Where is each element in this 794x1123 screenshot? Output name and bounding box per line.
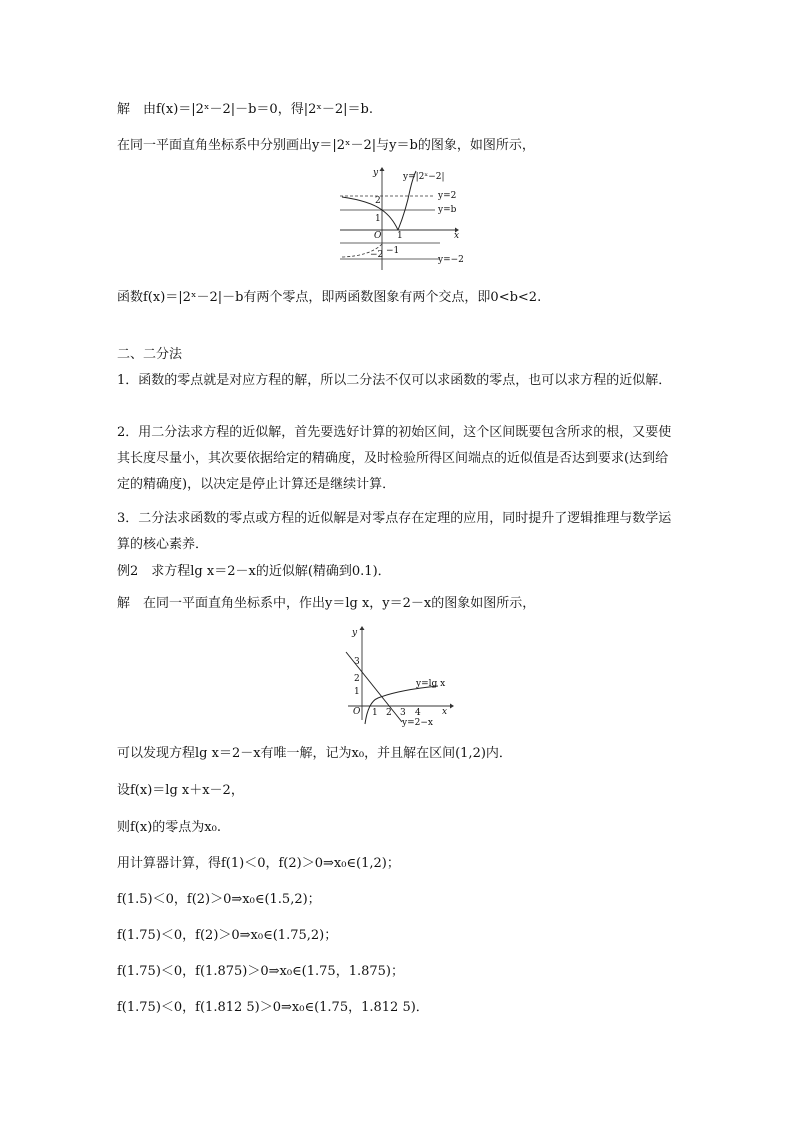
label-lg: y=lg x — [416, 679, 446, 689]
example-2: 例2 求方程lg x＝2－x的近似解(精确到0.1)． — [117, 564, 391, 579]
point-3: 3．二分法求函数的零点或方程的近似解是对零点存在定理的应用，同时提升了逻辑推理与数学运算的核心素养． — [117, 511, 672, 552]
point-1: 1．函数的零点就是对应方程的解，所以二分法不仅可以求函数的零点，也可以求方程的近似解． — [117, 373, 672, 388]
tick-2: 2 — [375, 196, 381, 206]
unique-solution-line: 可以发现方程lg x＝2－x有唯一解，记为x₀，并且解在区间(1,2)内． — [117, 746, 512, 761]
curve-label: y=|2ˣ−2| — [403, 172, 445, 182]
y-axis-arrow — [380, 167, 385, 171]
calc-step-5: f(1.75)＜0，f(1.812 5)＞0⇒x₀∈(1.75，1.812 5)． — [117, 1000, 429, 1015]
axis-y-label: y — [352, 628, 358, 638]
axis-y-label: y — [373, 168, 379, 178]
solution-line-2: 在同一平面直角坐标系中分别画出y＝|2ˣ－2|与y＝b的图象，如图所示， — [117, 138, 535, 153]
origin-label: O — [353, 707, 361, 717]
tick-y2: 2 — [354, 674, 360, 684]
x-axis-arrow — [450, 704, 454, 709]
tick-x3: 3 — [400, 708, 406, 718]
calc-step-2: f(1.5)＜0，f(2)＞0⇒x₀∈(1.5,2)； — [117, 892, 321, 907]
tick-x1: 1 — [397, 231, 403, 241]
point-2: 2．用二分法求方程的近似解，首先要选好计算的初始区间，这个区间既要包含所求的根，又要使其长度尽量小，其次要依据给定的精确度，及时检验所得区间端点的近似值是否达到要求(达到给定的精确度)，以决定是停止计算还是继续计算． — [117, 425, 672, 492]
tick-x2: 2 — [386, 708, 392, 718]
tick-x1: 1 — [372, 708, 378, 718]
calc-step-1: 用计算器计算，得f(1)＜0，f(2)＞0⇒x₀∈(1,2)； — [117, 856, 400, 871]
curve-abs-exp — [342, 197, 398, 230]
solution-2: 解 在同一平面直角坐标系中，作出y＝lg x，y＝2－x的图象如图所示， — [117, 596, 536, 611]
y-axis-arrow — [360, 626, 365, 630]
axis-x-label: x — [442, 707, 448, 717]
tick-1: 1 — [375, 214, 381, 224]
zero-condition-line: 函数f(x)＝|2ˣ－2|－b有两个零点，即两函数图象有两个交点，即0<b<2. — [117, 290, 542, 305]
zero-of-f-line: 则f(x)的零点为x₀. — [117, 820, 221, 835]
define-f-line: 设f(x)＝lg x＋x－2， — [117, 783, 244, 798]
label-yneg2: y=−2 — [438, 255, 464, 265]
axis-x-label: x — [454, 231, 460, 241]
calc-step-3: f(1.75)＜0，f(2)＞0⇒x₀∈(1.75,2)； — [117, 928, 338, 943]
section-title: 二、二分法 — [117, 347, 183, 362]
label-y2: y=2 — [438, 191, 457, 201]
label-line: y=2−x — [402, 718, 433, 728]
calc-step-4: f(1.75)＜0，f(1.875)＞0⇒x₀∈(1.75，1.875)； — [117, 964, 404, 979]
origin-label: O — [374, 231, 382, 241]
figure-abs-exponential — [330, 165, 480, 275]
label-yb: y=b — [438, 205, 457, 215]
tick-neg2: −2 — [370, 250, 384, 260]
tick-y3: 3 — [354, 657, 360, 667]
figure-lg-and-line — [338, 622, 468, 732]
tick-x4: 4 — [415, 708, 421, 718]
tick-neg1: −1 — [386, 246, 400, 256]
tick-y1: 1 — [354, 687, 360, 697]
solution-line-1: 解 由f(x)＝|2ˣ－2|－b＝0，得|2ˣ－2|＝b. — [117, 102, 373, 117]
